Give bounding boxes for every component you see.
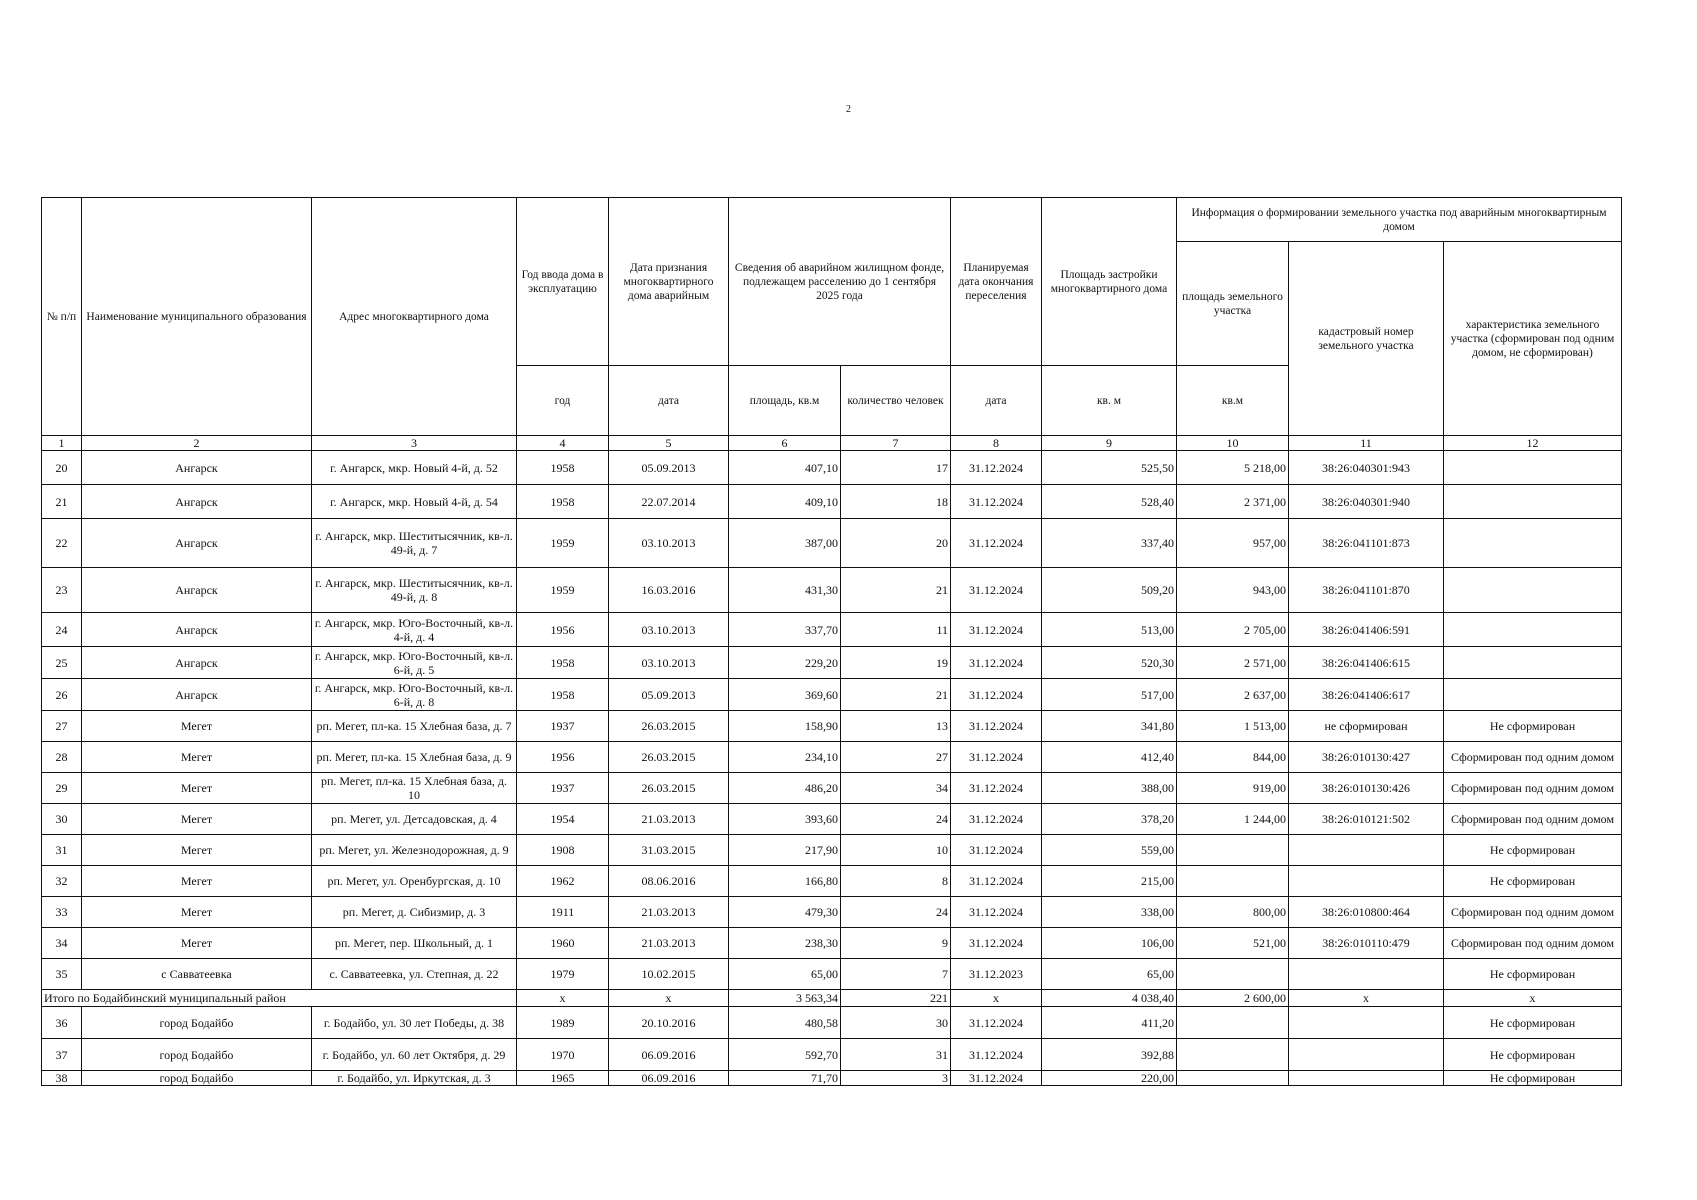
cadastral-number-cell: 38:26:041101:873 (1289, 519, 1444, 568)
municipality-cell: Ангарск (82, 647, 312, 679)
cadastral-number-cell: 38:26:010110:479 (1289, 928, 1444, 959)
land-characteristic-cell: Не сформирован (1444, 1039, 1622, 1071)
year-built-cell: 1958 (517, 647, 609, 679)
year-built-cell: 1959 (517, 519, 609, 568)
built-area-cell: 509,20 (1042, 568, 1177, 613)
people-count-cell: 34 (841, 773, 951, 804)
table-row (42, 804, 1622, 835)
cadastral-number-cell: 38:26:010800:464 (1289, 897, 1444, 928)
recognition-date-cell: 21.03.2013 (609, 928, 729, 959)
recognition-date-cell: 31.03.2015 (609, 835, 729, 866)
year-built-cell: 1962 (517, 866, 609, 897)
address-cell: г. Ангарск, мкр. Юго-Восточный, кв-л. 6-й, д. 5 (312, 647, 517, 679)
built-area-cell: 517,00 (1042, 679, 1177, 711)
year-built-cell: 1960 (517, 928, 609, 959)
total-year: х (517, 990, 609, 1007)
built-area-cell: 337,40 (1042, 519, 1177, 568)
land-characteristic-cell: Сформирован под одним домом (1444, 928, 1622, 959)
recognition-date-cell: 26.03.2015 (609, 773, 729, 804)
municipality-cell: город Бодайбо (82, 1039, 312, 1071)
column-number: 7 (841, 436, 951, 451)
planned-date-cell: 31.12.2024 (951, 711, 1042, 742)
year-built-cell: 1954 (517, 804, 609, 835)
land-characteristic-cell: Не сформирован (1444, 835, 1622, 866)
row-number-cell: 30 (42, 804, 82, 835)
column-number: 9 (1042, 436, 1177, 451)
land-area-cell: 1 244,00 (1177, 804, 1289, 835)
emergency-area-cell: 431,30 (729, 568, 841, 613)
emergency-area-cell: 480,58 (729, 1007, 841, 1039)
land-area-cell: 800,00 (1177, 897, 1289, 928)
table-row (42, 835, 1622, 866)
row-number-cell: 29 (42, 773, 82, 804)
row-number-cell: 32 (42, 866, 82, 897)
table-row (42, 519, 1622, 568)
total-people: 221 (841, 990, 951, 1007)
table-row (42, 928, 1622, 959)
municipality-cell: с Савватеевка (82, 959, 312, 990)
table-header (42, 198, 1622, 451)
cadastral-number-cell: 38:26:010130:426 (1289, 773, 1444, 804)
year-built-cell: 1956 (517, 613, 609, 647)
built-area-cell: 378,20 (1042, 804, 1177, 835)
built-area-cell: 215,00 (1042, 866, 1177, 897)
built-area-cell: 411,20 (1042, 1007, 1177, 1039)
planned-date-cell: 31.12.2024 (951, 897, 1042, 928)
people-count-cell: 24 (841, 804, 951, 835)
row-number-cell: 22 (42, 519, 82, 568)
municipality-cell: Мегет (82, 835, 312, 866)
table-row (42, 679, 1622, 711)
land-characteristic-cell (1444, 647, 1622, 679)
planned-date-cell: 31.12.2024 (951, 773, 1042, 804)
table-row (42, 1071, 1622, 1086)
municipality-cell: Ангарск (82, 451, 312, 485)
emergency-area-cell: 217,90 (729, 835, 841, 866)
year-built-cell: 1937 (517, 773, 609, 804)
address-cell: г. Бодайбо, ул. Иркутская, д. 3 (312, 1071, 517, 1086)
land-area-cell: 5 218,00 (1177, 451, 1289, 485)
page-number: 2 (846, 104, 851, 115)
table-row (42, 742, 1622, 773)
recognition-date-cell: 05.09.2013 (609, 679, 729, 711)
land-characteristic-cell (1444, 679, 1622, 711)
built-area-cell: 220,00 (1042, 1071, 1177, 1086)
people-count-cell: 21 (841, 568, 951, 613)
municipality-cell: Ангарск (82, 568, 312, 613)
recognition-date-cell: 03.10.2013 (609, 613, 729, 647)
cadastral-number-cell: не сформирован (1289, 711, 1444, 742)
year-built-cell: 1958 (517, 679, 609, 711)
table-row (42, 451, 1622, 485)
planned-date-cell: 31.12.2024 (951, 928, 1042, 959)
header-recognition-date: Дата признания многоквартирного дома аварийным (609, 198, 729, 366)
land-characteristic-cell: Не сформирован (1444, 711, 1622, 742)
land-characteristic-cell: Сформирован под одним домом (1444, 897, 1622, 928)
table-row (42, 959, 1622, 990)
address-cell: г. Ангарск, мкр. Новый 4-й, д. 52 (312, 451, 517, 485)
table-row (42, 711, 1622, 742)
row-number-cell: 34 (42, 928, 82, 959)
address-cell: рп. Мегет, пл-ка. 15 Хлебная база, д. 10 (312, 773, 517, 804)
municipality-cell: Ангарск (82, 613, 312, 647)
land-area-cell (1177, 959, 1289, 990)
emergency-area-cell: 229,20 (729, 647, 841, 679)
built-area-cell: 338,00 (1042, 897, 1177, 928)
municipality-cell: город Бодайбо (82, 1007, 312, 1039)
table-row (42, 568, 1622, 613)
table-body (42, 451, 1622, 990)
table-row (42, 773, 1622, 804)
cadastral-number-cell: 38:26:010121:502 (1289, 804, 1444, 835)
address-cell: рп. Мегет, пл-ка. 15 Хлебная база, д. 9 (312, 742, 517, 773)
column-number: 11 (1289, 436, 1444, 451)
people-count-cell: 10 (841, 835, 951, 866)
header-year: Год ввода дома в эксплуатацию (517, 198, 609, 366)
table-row (42, 613, 1622, 647)
emergency-area-cell: 409,10 (729, 485, 841, 519)
emergency-area-cell: 71,70 (729, 1071, 841, 1086)
unit-sqm2: кв.м (1177, 366, 1289, 436)
municipality-cell: Мегет (82, 742, 312, 773)
recognition-date-cell: 22.07.2014 (609, 485, 729, 519)
people-count-cell: 13 (841, 711, 951, 742)
land-characteristic-cell (1444, 613, 1622, 647)
unit-sqm: кв. м (1042, 366, 1177, 436)
column-number: 6 (729, 436, 841, 451)
column-number: 1 (42, 436, 82, 451)
land-area-cell: 919,00 (1177, 773, 1289, 804)
row-number-cell: 35 (42, 959, 82, 990)
address-cell: г. Ангарск, мкр. Юго-Восточный, кв-л. 4-й, д. 4 (312, 613, 517, 647)
people-count-cell: 27 (841, 742, 951, 773)
header-land-info: Информация о формировании земельного участка под аварийным многоквартирным домом (1177, 198, 1622, 242)
table-row (42, 1039, 1622, 1071)
land-area-cell (1177, 1007, 1289, 1039)
total-row (42, 990, 1622, 1007)
land-area-cell: 943,00 (1177, 568, 1289, 613)
table-row (42, 866, 1622, 897)
cadastral-number-cell (1289, 866, 1444, 897)
column-number: 10 (1177, 436, 1289, 451)
address-cell: г. Ангарск, мкр. Шеститысячник, кв-л. 49-й, д. 8 (312, 568, 517, 613)
row-number-cell: 27 (42, 711, 82, 742)
land-characteristic-cell (1444, 485, 1622, 519)
address-cell: рп. Мегет, пер. Школьный, д. 1 (312, 928, 517, 959)
municipality-cell: Мегет (82, 804, 312, 835)
land-area-cell (1177, 866, 1289, 897)
land-characteristic-cell (1444, 451, 1622, 485)
cadastral-number-cell: 38:26:010130:427 (1289, 742, 1444, 773)
recognition-date-cell: 05.09.2013 (609, 451, 729, 485)
column-number: 8 (951, 436, 1042, 451)
total-built: 4 038,40 (1042, 990, 1177, 1007)
address-cell: с. Савватеевка, ул. Степная, д. 22 (312, 959, 517, 990)
address-cell: рп. Мегет, ул. Детсадовская, д. 4 (312, 804, 517, 835)
built-area-cell: 106,00 (1042, 928, 1177, 959)
column-number: 12 (1444, 436, 1622, 451)
total-section (42, 990, 1622, 1007)
municipality-cell: Мегет (82, 711, 312, 742)
recognition-date-cell: 10.02.2015 (609, 959, 729, 990)
people-count-cell: 8 (841, 866, 951, 897)
column-number: 2 (82, 436, 312, 451)
address-cell: рп. Мегет, ул. Железнодорожная, д. 9 (312, 835, 517, 866)
year-built-cell: 1979 (517, 959, 609, 990)
land-characteristic-cell: Не сформирован (1444, 866, 1622, 897)
total-area: 3 563,34 (729, 990, 841, 1007)
land-area-cell: 2 705,00 (1177, 613, 1289, 647)
cadastral-number-cell: 38:26:041101:870 (1289, 568, 1444, 613)
built-area-cell: 388,00 (1042, 773, 1177, 804)
address-cell: г. Ангарск, мкр. Новый 4-й, д. 54 (312, 485, 517, 519)
cadastral-number-cell: 38:26:041406:617 (1289, 679, 1444, 711)
total-date: х (609, 990, 729, 1007)
planned-date-cell: 31.12.2024 (951, 519, 1042, 568)
unit-area: площадь, кв.м (729, 366, 841, 436)
unit-year: год (517, 366, 609, 436)
address-cell: г. Бодайбо, ул. 60 лет Октября, д. 29 (312, 1039, 517, 1071)
row-number-cell: 24 (42, 613, 82, 647)
address-cell: г. Ангарск, мкр. Шеститысячник, кв-л. 49-й, д. 7 (312, 519, 517, 568)
emergency-housing-table (41, 197, 1622, 1086)
recognition-date-cell: 26.03.2015 (609, 711, 729, 742)
recognition-date-cell: 20.10.2016 (609, 1007, 729, 1039)
cadastral-number-cell: 38:26:041406:591 (1289, 613, 1444, 647)
total-cadastral: х (1289, 990, 1444, 1007)
planned-date-cell: 31.12.2024 (951, 804, 1042, 835)
header-num: № п/п (42, 198, 82, 436)
land-area-cell: 2 371,00 (1177, 485, 1289, 519)
address-cell: рп. Мегет, пл-ка. 15 Хлебная база, д. 7 (312, 711, 517, 742)
land-characteristic-cell: Не сформирован (1444, 1071, 1622, 1086)
people-count-cell: 9 (841, 928, 951, 959)
land-area-cell (1177, 1071, 1289, 1086)
people-count-cell: 7 (841, 959, 951, 990)
people-count-cell: 21 (841, 679, 951, 711)
municipality-cell: город Бодайбо (82, 1071, 312, 1086)
land-area-cell: 1 513,00 (1177, 711, 1289, 742)
land-characteristic-cell: Сформирован под одним домом (1444, 804, 1622, 835)
planned-date-cell: 31.12.2024 (951, 613, 1042, 647)
total-land: 2 600,00 (1177, 990, 1289, 1007)
year-built-cell: 1989 (517, 1007, 609, 1039)
municipality-cell: Ангарск (82, 485, 312, 519)
built-area-cell: 392,88 (1042, 1039, 1177, 1071)
planned-date-cell: 31.12.2024 (951, 835, 1042, 866)
land-characteristic-cell: Не сформирован (1444, 1007, 1622, 1039)
header-land-char: характеристика земельного участка (сформирован под одним домом, не сформирован) (1444, 242, 1622, 436)
row-number-cell: 37 (42, 1039, 82, 1071)
column-number: 4 (517, 436, 609, 451)
land-area-cell: 844,00 (1177, 742, 1289, 773)
row-number-cell: 23 (42, 568, 82, 613)
recognition-date-cell: 03.10.2013 (609, 647, 729, 679)
unit-date2: дата (951, 366, 1042, 436)
table-body-bodaybo (42, 1007, 1622, 1086)
cadastral-number-cell (1289, 1039, 1444, 1071)
address-cell: г. Ангарск, мкр. Юго-Восточный, кв-л. 6-й, д. 8 (312, 679, 517, 711)
municipality-cell: Мегет (82, 773, 312, 804)
land-characteristic-cell (1444, 568, 1622, 613)
address-cell: рп. Мегет, д. Сибизмир, д. 3 (312, 897, 517, 928)
header-municipality: Наименование муниципального образования (82, 198, 312, 436)
emergency-area-cell: 387,00 (729, 519, 841, 568)
emergency-area-cell: 166,80 (729, 866, 841, 897)
header-planned-date: Планируемая дата окончания переселения (951, 198, 1042, 366)
year-built-cell: 1958 (517, 451, 609, 485)
header-built-area: Площадь застройки многоквартирного дома (1042, 198, 1177, 366)
planned-date-cell: 31.12.2024 (951, 1039, 1042, 1071)
emergency-area-cell: 592,70 (729, 1039, 841, 1071)
emergency-area-cell: 407,10 (729, 451, 841, 485)
address-cell: г. Бодайбо, ул. 30 лет Победы, д. 38 (312, 1007, 517, 1039)
recognition-date-cell: 21.03.2013 (609, 897, 729, 928)
people-count-cell: 18 (841, 485, 951, 519)
year-built-cell: 1908 (517, 835, 609, 866)
municipality-cell: Мегет (82, 928, 312, 959)
recognition-date-cell: 06.09.2016 (609, 1039, 729, 1071)
table-row (42, 897, 1622, 928)
column-number: 3 (312, 436, 517, 451)
header-land-area: площадь земельного участка (1177, 242, 1289, 366)
row-number-cell: 28 (42, 742, 82, 773)
built-area-cell: 65,00 (1042, 959, 1177, 990)
table-row (42, 1007, 1622, 1039)
header-fund: Сведения об аварийном жилищном фонде, подлежащем расселению до 1 сентября 2025 года (729, 198, 951, 366)
emergency-area-cell: 486,20 (729, 773, 841, 804)
total-planned: х (951, 990, 1042, 1007)
year-built-cell: 1965 (517, 1071, 609, 1086)
land-characteristic-cell (1444, 519, 1622, 568)
planned-date-cell: 31.12.2024 (951, 742, 1042, 773)
planned-date-cell: 31.12.2023 (951, 959, 1042, 990)
header-address: Адрес многоквартирного дома (312, 198, 517, 436)
land-area-cell: 2 571,00 (1177, 647, 1289, 679)
emergency-area-cell: 393,60 (729, 804, 841, 835)
planned-date-cell: 31.12.2024 (951, 866, 1042, 897)
built-area-cell: 412,40 (1042, 742, 1177, 773)
unit-people: количество человек (841, 366, 951, 436)
total-label: Итого по Бодайбинский муниципальный район (42, 990, 517, 1007)
row-number-cell: 21 (42, 485, 82, 519)
cadastral-number-cell: 38:26:040301:943 (1289, 451, 1444, 485)
header-cadastral: кадастровый номер земельного участка (1289, 242, 1444, 436)
row-number-cell: 33 (42, 897, 82, 928)
unit-date: дата (609, 366, 729, 436)
row-number-cell: 36 (42, 1007, 82, 1039)
recognition-date-cell: 16.03.2016 (609, 568, 729, 613)
year-built-cell: 1970 (517, 1039, 609, 1071)
municipality-cell: Ангарск (82, 679, 312, 711)
land-area-cell: 2 637,00 (1177, 679, 1289, 711)
planned-date-cell: 31.12.2024 (951, 485, 1042, 519)
built-area-cell: 341,80 (1042, 711, 1177, 742)
planned-date-cell: 31.12.2024 (951, 679, 1042, 711)
land-characteristic-cell: Сформирован под одним домом (1444, 773, 1622, 804)
people-count-cell: 20 (841, 519, 951, 568)
people-count-cell: 3 (841, 1071, 951, 1086)
column-number-row (42, 436, 1622, 451)
cadastral-number-cell (1289, 959, 1444, 990)
year-built-cell: 1956 (517, 742, 609, 773)
municipality-cell: Мегет (82, 866, 312, 897)
recognition-date-cell: 08.06.2016 (609, 866, 729, 897)
people-count-cell: 24 (841, 897, 951, 928)
planned-date-cell: 31.12.2024 (951, 1071, 1042, 1086)
year-built-cell: 1911 (517, 897, 609, 928)
row-number-cell: 20 (42, 451, 82, 485)
year-built-cell: 1937 (517, 711, 609, 742)
recognition-date-cell: 06.09.2016 (609, 1071, 729, 1086)
table-row (42, 485, 1622, 519)
built-area-cell: 513,00 (1042, 613, 1177, 647)
emergency-area-cell: 337,70 (729, 613, 841, 647)
row-number-cell: 25 (42, 647, 82, 679)
built-area-cell: 525,50 (1042, 451, 1177, 485)
land-characteristic-cell: Сформирован под одним домом (1444, 742, 1622, 773)
people-count-cell: 30 (841, 1007, 951, 1039)
people-count-cell: 17 (841, 451, 951, 485)
row-number-cell: 26 (42, 679, 82, 711)
cadastral-number-cell (1289, 1007, 1444, 1039)
emergency-area-cell: 479,30 (729, 897, 841, 928)
emergency-area-cell: 238,30 (729, 928, 841, 959)
municipality-cell: Ангарск (82, 519, 312, 568)
land-area-cell (1177, 1039, 1289, 1071)
recognition-date-cell: 26.03.2015 (609, 742, 729, 773)
built-area-cell: 559,00 (1042, 835, 1177, 866)
land-area-cell (1177, 835, 1289, 866)
planned-date-cell: 31.12.2024 (951, 647, 1042, 679)
year-built-cell: 1959 (517, 568, 609, 613)
people-count-cell: 31 (841, 1039, 951, 1071)
address-cell: рп. Мегет, ул. Оренбургская, д. 10 (312, 866, 517, 897)
planned-date-cell: 31.12.2024 (951, 1007, 1042, 1039)
land-area-cell: 521,00 (1177, 928, 1289, 959)
cadastral-number-cell (1289, 835, 1444, 866)
land-characteristic-cell: Не сформирован (1444, 959, 1622, 990)
emergency-area-cell: 234,10 (729, 742, 841, 773)
planned-date-cell: 31.12.2024 (951, 451, 1042, 485)
column-number: 5 (609, 436, 729, 451)
year-built-cell: 1958 (517, 485, 609, 519)
row-number-cell: 31 (42, 835, 82, 866)
cadastral-number-cell: 38:26:041406:615 (1289, 647, 1444, 679)
emergency-area-cell: 65,00 (729, 959, 841, 990)
emergency-area-cell: 369,60 (729, 679, 841, 711)
table-row (42, 647, 1622, 679)
emergency-area-cell: 158,90 (729, 711, 841, 742)
land-area-cell: 957,00 (1177, 519, 1289, 568)
row-number-cell: 38 (42, 1071, 82, 1086)
built-area-cell: 520,30 (1042, 647, 1177, 679)
recognition-date-cell: 03.10.2013 (609, 519, 729, 568)
recognition-date-cell: 21.03.2013 (609, 804, 729, 835)
cadastral-number-cell (1289, 1071, 1444, 1086)
cadastral-number-cell: 38:26:040301:940 (1289, 485, 1444, 519)
people-count-cell: 19 (841, 647, 951, 679)
municipality-cell: Мегет (82, 897, 312, 928)
planned-date-cell: 31.12.2024 (951, 568, 1042, 613)
people-count-cell: 11 (841, 613, 951, 647)
built-area-cell: 528,40 (1042, 485, 1177, 519)
total-char: х (1444, 990, 1622, 1007)
